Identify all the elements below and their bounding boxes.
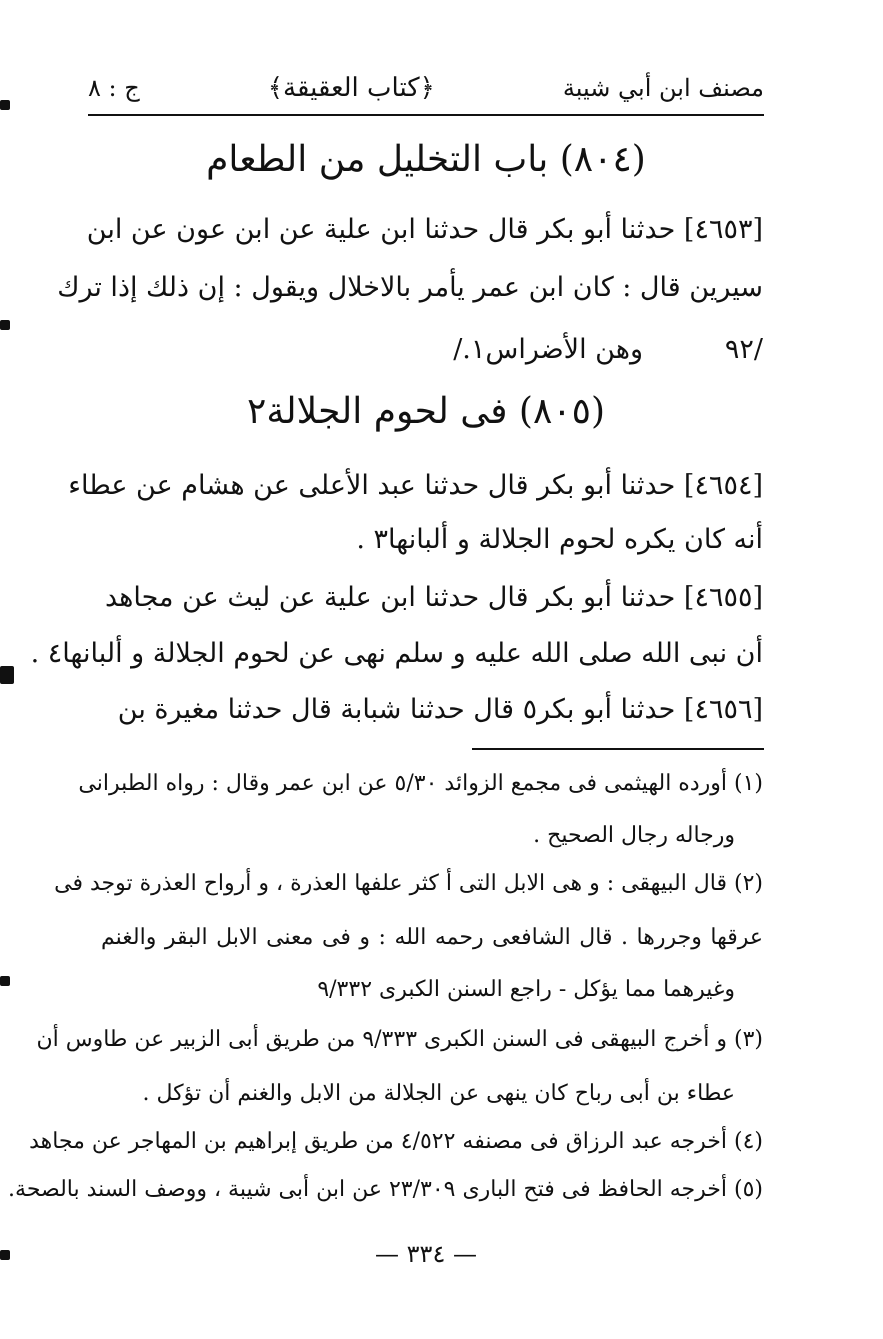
footnote-5-line-1: (٥) أخرجه الحافظ فى فتح البارى ٢٣/٣٠٩ عن ابن أبى شيبة ، ووصف السند بالصحة.	[8, 1177, 763, 1202]
header-book-title: مصنف ابن أبي شيبة	[562, 74, 764, 102]
hadith-4655-line-2: أن نبى الله صلى الله عليه و سلم نهى عن لحوم الجلالة و ألبانها٤ .	[30, 638, 763, 669]
hadith-4654-line-2: أنه كان يكره لحوم الجلالة و ألبانها٣ .	[356, 524, 763, 555]
footnote-1-line-1: (١) أورده الهيثمى فى مجمع الزوائد ٥/٣٠ عن ابن عمر وقال : رواه الطبرانى	[78, 771, 763, 796]
hadith-4655-line-1: [٤٦٥٥] حدثنا أبو بكر قال حدثنا ابن علية عن ليث عن مجاهد	[104, 582, 763, 613]
margin-page-marker: /٩٢	[724, 334, 763, 365]
chapter-heading-804: (٨٠٤) باب التخليل من الطعام	[206, 139, 646, 180]
hadith-4656-line-1: [٤٦٥٦] حدثنا أبو بكر٥ قال حدثنا شبابة قال حدثنا مغيرة بن	[117, 694, 763, 725]
page-number: — ٣٣٤ —	[375, 1240, 477, 1268]
footnote-4-line-1: (٤) أخرجه عبد الرزاق فى مصنفه ٤/٥٢٢ من طريق إبراهيم بن المهاجر عن مجاهد	[29, 1129, 763, 1154]
scan-mark	[0, 666, 14, 684]
header-rule	[88, 114, 764, 116]
hadith-4653-line-3: وهن الأضراس١./	[453, 334, 643, 365]
chapter-heading-805: (٨٠٥) فى لحوم الجلالة٢	[246, 391, 606, 432]
footnote-rule	[472, 748, 764, 750]
hadith-4654-line-1: [٤٦٥٤] حدثنا أبو بكر قال حدثنا عبد الأعلى عن هشام عن عطاء	[68, 470, 763, 501]
footnote-1-line-2: ورجاله رجال الصحيح .	[533, 823, 735, 848]
footnote-2-line-3: وغيرهما مما يؤكل - راجع السنن الكبرى ٩/٣٣٢	[317, 977, 735, 1002]
page-header	[88, 62, 764, 114]
footnote-3-line-2: عطاء بن أبى رباح كان ينهى عن الجلالة من الابل والغنم أن تؤكل .	[142, 1081, 735, 1106]
hadith-4653-line-1: [٤٦٥٣] حدثنا أبو بكر قال حدثنا ابن علية عن ابن عون عن ابن	[86, 214, 763, 245]
header-volume: ج : ٨	[88, 74, 140, 102]
scan-mark	[0, 976, 10, 986]
header-chapter-title: ﴿كتاب العقيقة﴾	[267, 73, 435, 103]
scan-mark	[0, 1250, 10, 1260]
scan-mark	[0, 320, 10, 330]
footnote-2-line-2: عرقها وجررها . قال الشافعى رحمه الله : و فى معنى الابل البقر والغنم	[101, 925, 763, 950]
footnote-3-line-1: (٣) و أخرج البيهقى فى السنن الكبرى ٩/٣٣٣ من طريق أبى الزبير عن طاوس أن	[36, 1027, 763, 1052]
footnote-2-line-1: (٢) قال البيهقى : و هى الابل التى أ كثر علفها العذرة ، و أرواح العذرة توجد فى	[54, 871, 763, 896]
scan-mark	[0, 100, 10, 110]
hadith-4653-line-2: سيرين قال : كان ابن عمر يأمر بالاخلال ويقول : إن ذلك إذا ترك	[57, 272, 763, 303]
